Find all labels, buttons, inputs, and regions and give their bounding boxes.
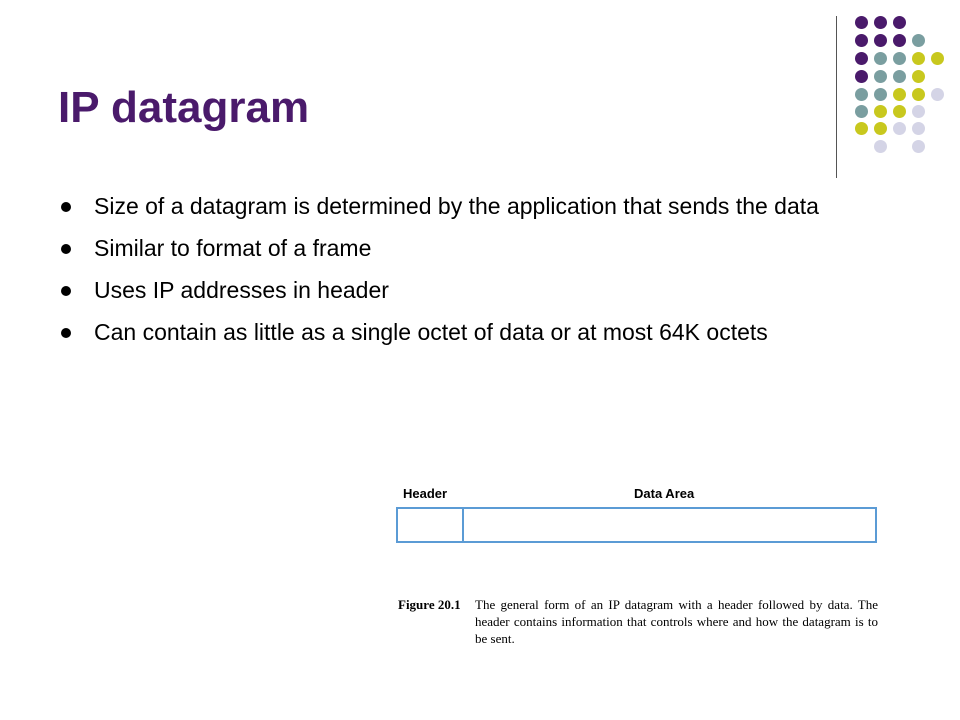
dot-lavender (912, 140, 925, 153)
dot-purple (874, 16, 887, 29)
dot-purple (855, 52, 868, 65)
caption-label: Figure 20.1 (398, 597, 461, 612)
datagram-packet-box (396, 507, 877, 543)
dot-olive (855, 122, 868, 135)
dot-olive (912, 70, 925, 83)
dot-purple (855, 70, 868, 83)
dot-olive (893, 88, 906, 101)
bullet-item: Size of a datagram is determined by the application that sends the data (60, 192, 900, 221)
dot-teal (874, 70, 887, 83)
slide-title: IP datagram (58, 83, 310, 132)
dot-teal (855, 105, 868, 118)
dot-olive (893, 105, 906, 118)
figure-caption (398, 596, 878, 647)
dot-olive (912, 88, 925, 101)
caption-text: The general form of an IP datagram with a header followed by data. The header contains information that controls where and how the datagram is to be sent. (475, 597, 878, 646)
dot-teal (874, 52, 887, 65)
data-area-label: Data Area (634, 486, 695, 501)
header-cell (398, 509, 464, 541)
dot-lavender (893, 122, 906, 135)
dot-olive (874, 122, 887, 135)
dot-lavender (912, 122, 925, 135)
dot-purple (855, 16, 868, 29)
dot-purple (893, 34, 906, 47)
dot-teal (874, 88, 887, 101)
dot-olive (874, 105, 887, 118)
dot-purple (874, 34, 887, 47)
bullet-item: Similar to format of a frame (60, 234, 900, 263)
dot-olive (912, 52, 925, 65)
bullet-list (60, 192, 900, 360)
dot-lavender (931, 88, 944, 101)
dot-teal (893, 70, 906, 83)
bullet-item: Can contain as little as a single octet of data or at most 64K octets (60, 318, 900, 347)
dot-lavender (874, 140, 887, 153)
dot-teal (893, 52, 906, 65)
dot-purple (893, 16, 906, 29)
dot-teal (912, 34, 925, 47)
dot-olive (931, 52, 944, 65)
decorative-dot-grid (0, 0, 960, 200)
dot-teal (855, 88, 868, 101)
dot-purple (855, 34, 868, 47)
dot-lavender (912, 105, 925, 118)
bullet-item: Uses IP addresses in header (60, 276, 900, 305)
header-label: Header (403, 486, 448, 501)
